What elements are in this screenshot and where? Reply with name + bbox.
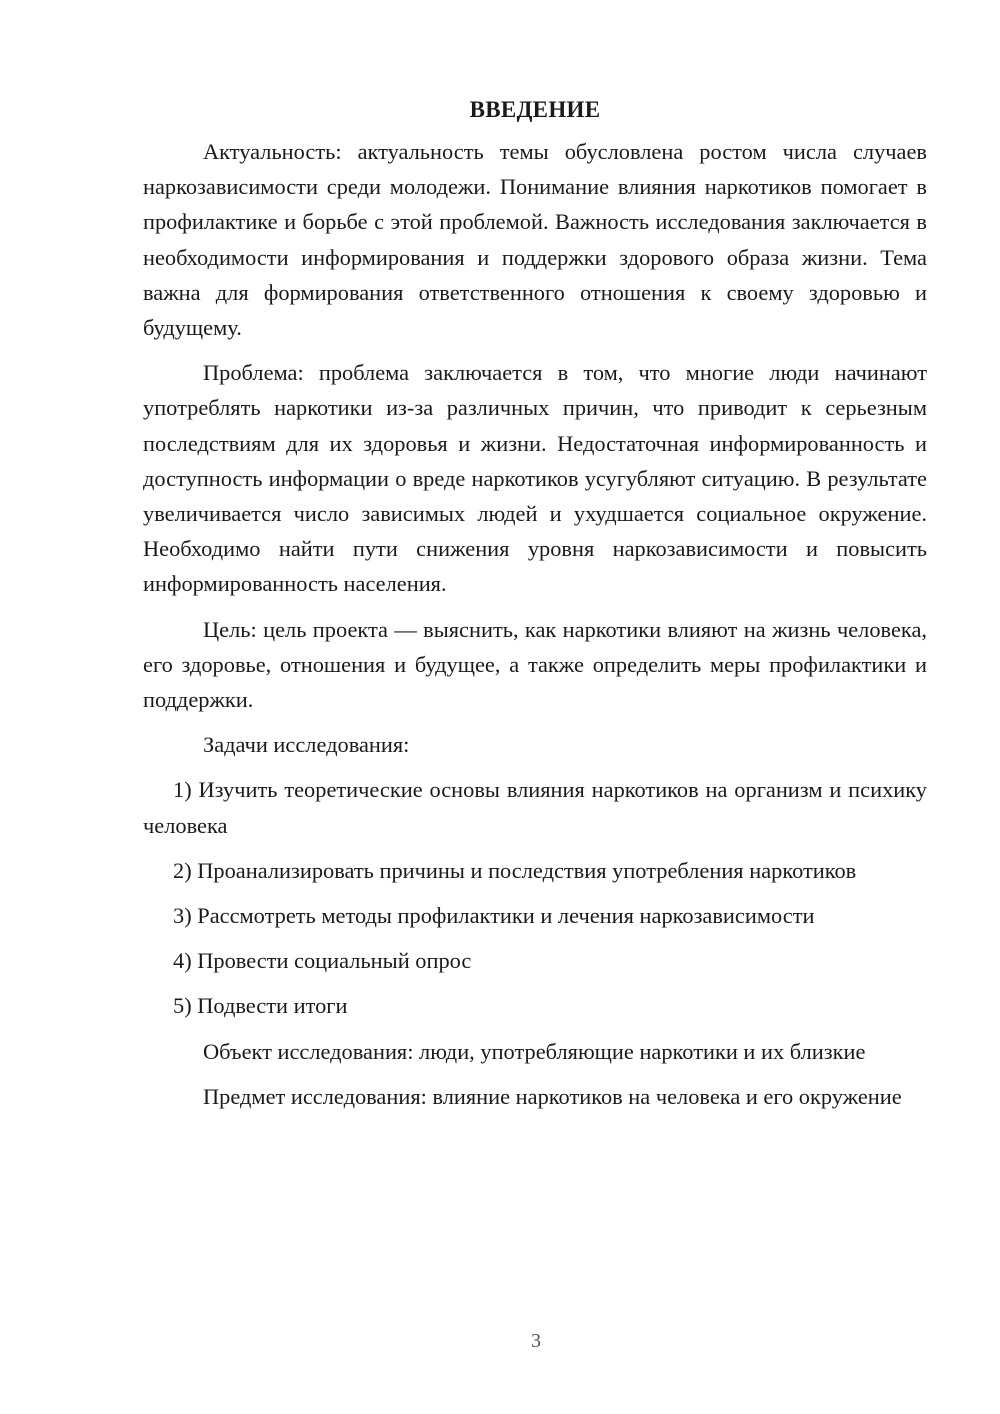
goal-paragraph: Цель: цель проекта — выяснить, как наркотики влияют на жизнь человека, его здоровье, отношения и будущее, а также определить меры профилактики и поддержки. <box>143 616 927 713</box>
task-item: 1) Изучить теоретические основы влияния наркотиков на организм и психику человека <box>143 777 927 838</box>
document-page <box>143 92 927 1124</box>
task-item: 4) Провести социальный опрос <box>173 948 472 974</box>
relevance-paragraph: Актуальность: актуальность темы обусловлена ростом числа случаев наркозависимости среди молодежи. Понимание влияния наркотиков помогает в профилактике и борьбе с этой проблемой. Важность исследования заключается в необходимости информирования и поддержки здорового образа жизни. Тема важна для формирования ответственного отношения к своему здоровью и будущему. <box>143 139 927 341</box>
task-item: 3) Рассмотреть методы профилактики и лечения наркозависимости <box>173 903 815 929</box>
page-number: 3 <box>531 1330 541 1352</box>
section-title: ВВЕДЕНИЕ <box>469 97 601 122</box>
object-paragraph: Объект исследования: люди, употребляющие наркотики и их близкие <box>203 1038 866 1064</box>
problem-paragraph: Проблема: проблема заключается в том, что многие люди начинают употреблять наркотики из-за различных причин, что приводит к серьезным последствиям для их здоровья и жизни. Недостаточная информированность и доступность информации о вреде наркотиков усугубляют ситуацию. В результате увеличивается число зависимых людей и ухудшается социальное окружение. Необходимо найти пути снижения уровня наркозависимости и повысить информированность населения. <box>143 360 927 597</box>
tasks-heading: Задачи исследования: <box>203 732 410 758</box>
task-item: 5) Подвести итоги <box>173 993 348 1019</box>
task-item: 2) Проанализировать причины и последствия употребления наркотиков <box>173 857 857 883</box>
subject-paragraph: Предмет исследования: влияние наркотиков на человека и его окружение <box>203 1083 902 1109</box>
